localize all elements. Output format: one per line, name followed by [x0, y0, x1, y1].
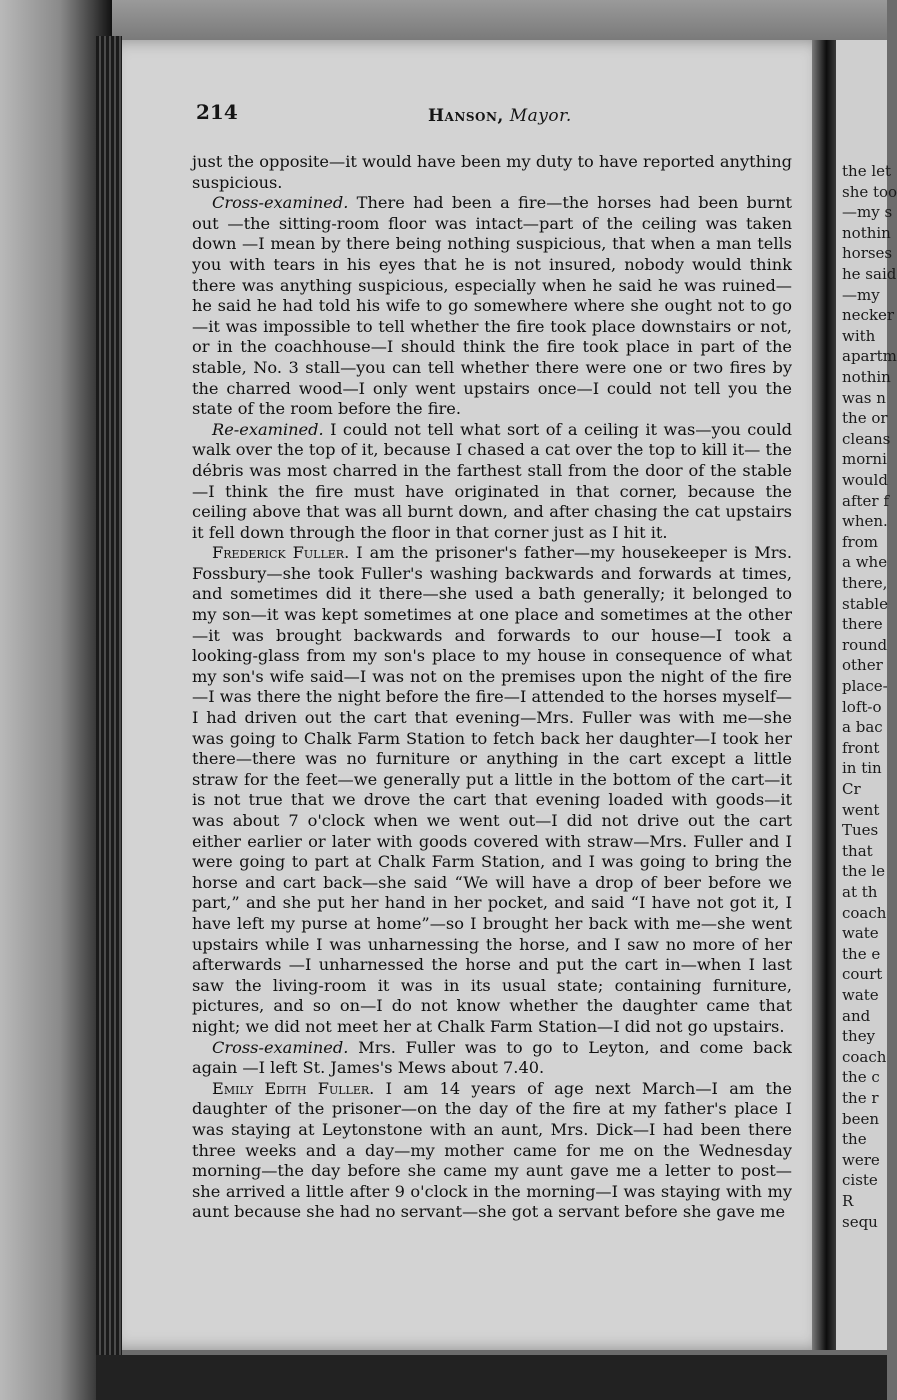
book-gutter — [812, 40, 836, 1350]
facing-page-line: wate — [842, 986, 879, 1004]
facing-page-line: he said — [842, 265, 897, 283]
facing-page-line: were — [842, 1150, 880, 1169]
facing-page-line: ciste — [842, 1171, 878, 1190]
scan-bottom-margin — [96, 1355, 887, 1400]
facing-page-line: Cr — [842, 780, 861, 798]
facing-page-line: Tues — [842, 821, 879, 840]
facing-page-line: the c — [842, 1068, 880, 1087]
facing-page-line: would — [842, 471, 888, 489]
facing-page-line: in tin — [842, 759, 882, 778]
facing-page-line: court — [842, 965, 883, 984]
facing-page-line: a whe — [842, 553, 888, 572]
running-head — [196, 100, 796, 136]
facing-page-line: was n — [842, 388, 886, 407]
facing-page-line: there — [842, 615, 883, 634]
facing-page-line: nothin — [842, 368, 891, 386]
facing-page-line: went — [842, 800, 880, 819]
facing-page-line: there, — [842, 574, 888, 592]
facing-page-line: necker — [842, 306, 895, 325]
facing-page-line: been — [842, 1109, 880, 1128]
facing-page-line: when. — [842, 512, 888, 531]
paragraph-lead: Cross-examined. — [212, 1037, 349, 1057]
paragraph — [192, 152, 792, 193]
paragraph-lead: Re-examined. — [212, 419, 324, 439]
facing-page-line: other — [842, 656, 883, 675]
facing-page-line: after f — [842, 491, 889, 510]
facing-page-line: the le — [842, 862, 886, 881]
facing-page-line: —my s — [842, 203, 893, 222]
paragraph-text: Mrs. Fuller was to go to Leyton, and come back again —I left St. James's Mews about 7.40. — [192, 1037, 792, 1078]
facing-page-line: wate — [842, 924, 879, 943]
facing-page-line: a bac — [842, 718, 883, 737]
facing-page-line: sequ — [842, 1212, 878, 1231]
paragraph-text: I am 14 years of age next March—I am the daughter of the prisoner—on the day of the fire at my father's place I was staying at Leytonstone with an aunt, Mrs. Dick—I had been there three weeks and a day—my mother came for me on the Wednesday morning—the day before she came my aunt gave me a letter to post— she arrived a little after 9 o'clock in the morning—I was staying with my aunt because she had no servant—she got a servant before she gave me — [192, 1078, 792, 1222]
facing-page-line: at th — [842, 883, 878, 901]
facing-page-line: she too — [842, 182, 897, 201]
facing-page-line: nothin — [842, 223, 891, 242]
facing-page-line: coach — [842, 1047, 887, 1066]
facing-page-line: —my — [842, 285, 880, 304]
paragraph-lead: Cross-examined. — [212, 193, 349, 213]
paragraph-text: I could not tell what sort of a ceiling it was—you could walk over the top of it, because I chased a cat over the top to kill it— the débris was most charred in the farthest stall from the door of the stable—I think the fire must have originated in that corner, because the ceiling above that was all burnt down, and after chasing the cat upstairs it fell down through the floor in that corner just as I hit it. — [192, 419, 792, 542]
paragraph-text: I am the prisoner's father—my housekeeper is Mrs. Fossbury—she took Fuller's washing backwards and forwards at times, and sometimes did it there—she used a bath generally; it belonged to my son—it was kept sometimes at one place and sometimes at the other —it was brought backwards and forwards to our house—I took a looking-glass from my son's place to my house in consequence of what my son's wife said—I was not on the premises upon the night of the fire—I was there the night before the fire—I attended to the horses myself—I had driven out the cart that evening—Mrs. Fuller was with me—she was going to Chalk Farm Station to fetch back her daughter—I took her there—there was no furniture or anything in the cart except a little straw for the feet—we generally put a little in the bottom of the cart—it is not true that we drove the cart that evening loaded with goods—it was about 7 o'clock when we went out—I did not drive out the cart either earlier or later with goods covered with straw—Mrs. Fuller and I were going to part at Chalk Farm Station, and I was going to bring the horse and cart back—she said “We will have a drop of beer before we part,” and she put her hand in her pocket, and said “I have not got it, I have left my purse at home”—so I brought her back with me—she went upstairs while I was unharnessing the horse, and I saw no more of her afterwards —I unharnessed the horse and put the cart in—when I last saw the living-room it was in its usual state; containing furniture, pictures, and so on—I do not know whether the daughter came that night; we did not meet her at Chalk Farm Station—I did not go upstairs. — [192, 543, 792, 1036]
facing-page-line: the e — [842, 944, 881, 963]
facing-page-line: coach — [842, 903, 887, 922]
body-text — [192, 152, 792, 1223]
running-title — [428, 106, 572, 126]
facing-page-line: cleans — [842, 429, 891, 448]
facing-page-line: the let — [842, 162, 892, 180]
facing-page-line: morni — [842, 450, 887, 469]
book-page-edges — [96, 36, 122, 1356]
facing-page-line: loft-o — [842, 697, 882, 716]
witness-name: Frederick Fuller. — [212, 543, 350, 563]
facing-page-line: front — [842, 738, 880, 757]
facing-page-line: that — [842, 841, 873, 860]
running-title-name: Hanson, — [428, 106, 504, 126]
facing-page-line: place- — [842, 677, 888, 695]
paragraph — [192, 1038, 792, 1079]
paragraph-text: just the opposite—it would have been my duty to have reported anything suspicious. — [192, 152, 792, 192]
facing-page-line: stable — [842, 594, 888, 613]
scan-top-margin — [0, 0, 887, 40]
facing-page-line: the — [842, 1130, 867, 1149]
facing-page-line: horses — [842, 244, 893, 263]
facing-page — [836, 40, 897, 1350]
paragraph — [192, 1079, 792, 1223]
facing-page-line: from — [842, 532, 878, 551]
facing-page-line: R — [842, 1192, 854, 1210]
facing-page-line: and — [842, 1006, 871, 1025]
paragraph — [192, 543, 792, 1037]
running-title-role: Mayor. — [509, 106, 572, 126]
paragraph — [192, 193, 792, 420]
facing-page-line: they — [842, 1027, 876, 1046]
facing-page-line: with — [842, 326, 876, 345]
paragraph — [192, 420, 792, 544]
facing-page-line: round — [842, 635, 888, 654]
witness-name: Emily Edith Fuller. — [212, 1078, 375, 1098]
facing-page-line: the or — [842, 409, 888, 428]
facing-page-line: the r — [842, 1089, 879, 1107]
paragraph-text: There had been a fire—the horses had been burnt out —the sitting-room floor was intact—part of the ceiling was taken down —I mean by there being nothing suspicious, that when a man tells you with tears in his eyes that he is not insured, nobody would think there was anything suspicious, especially when he said he was ruined—he said he had told his wife to go somewhere where she ought not to go—it was impossible to tell whether the fire took place downstairs or not, or in the coachhouse—I should think the fire took place in part of the stable, No. 3 stall—you can tell whether there were one or two fires by the charred wood—I only went upstairs once—I could not tell you the state of the room before the fire. — [192, 193, 792, 419]
facing-page-line: apartm — [842, 347, 897, 366]
page-number: 214 — [196, 100, 238, 124]
